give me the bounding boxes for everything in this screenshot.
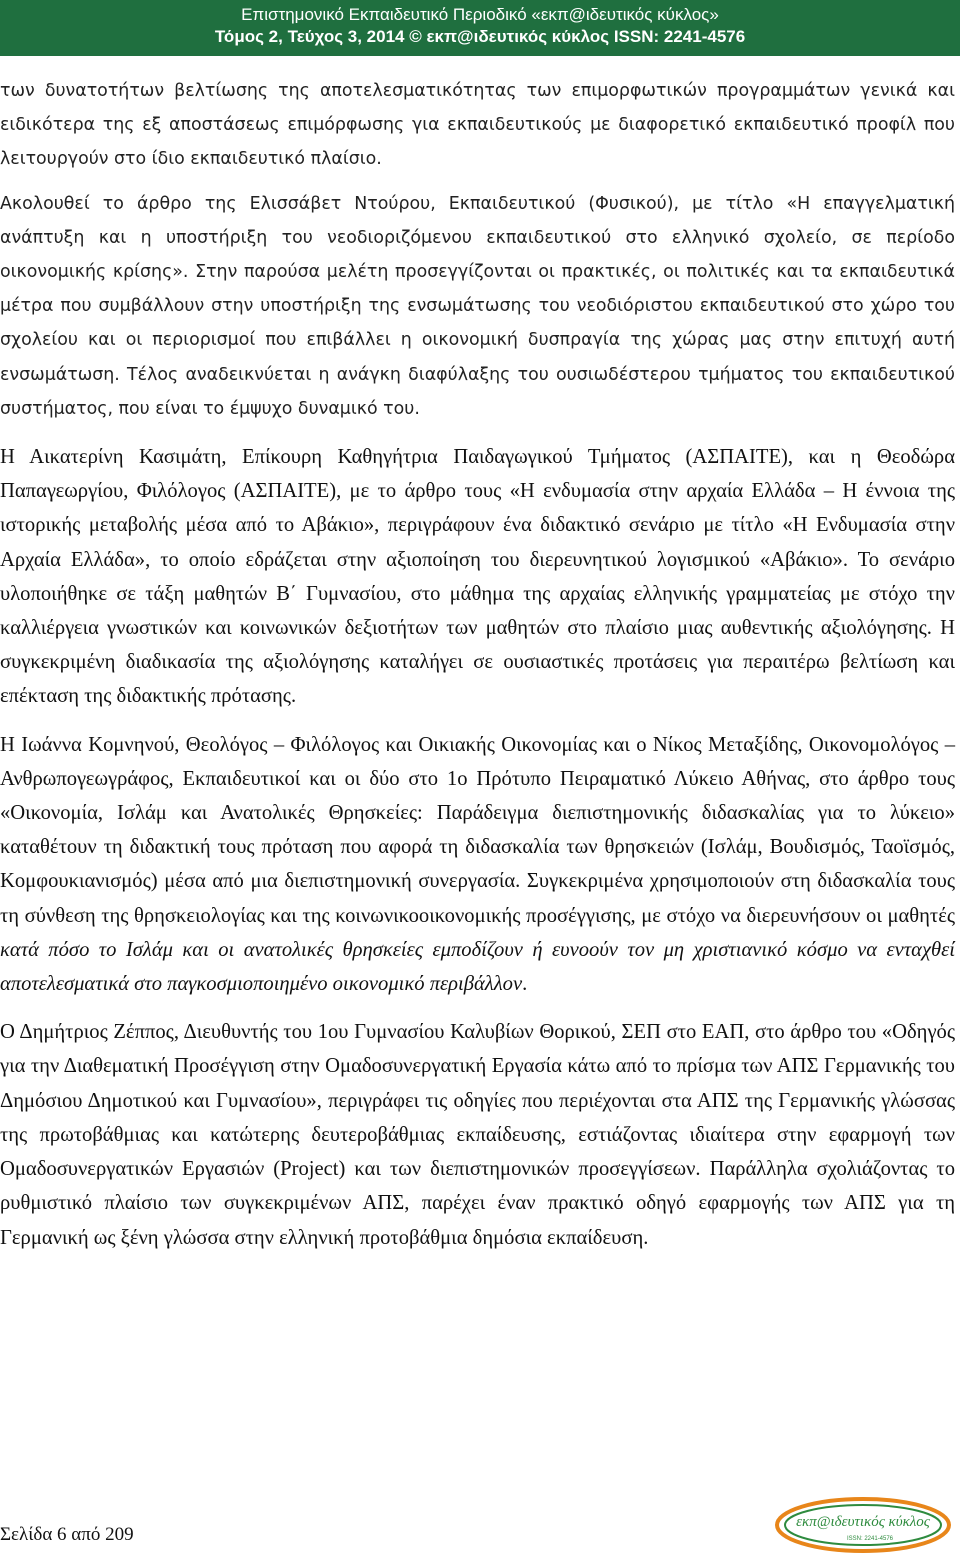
paragraph-komninou-italic: κατά πόσο το Ισλάμ και οι ανατολικές θρησκείες εμποδίζουν ή ευνοούν τον μη χριστιανικό κόσμο να ενταχθεί αποτελεσματικά στο παγκοσμιοποιημένο οικονομικό περιβάλλον xyxy=(0,938,955,996)
journal-title: Επιστημονικό Εκπαιδευτικό Περιοδικό «εκπ@ιδευτικός κύκλος» xyxy=(241,5,719,24)
journal-header xyxy=(0,0,960,56)
paragraph-komninou-text: Η Ιωάννα Κομνηνού, Θεολόγος – Φιλόλογος και Οικιακής Οικονομίας και ο Νίκος Μεταξίδης, Οικονομολόγος – Ανθρωπογεωγράφος, Εκπαιδευτικοί και οι δύο στο 1ο Πρότυπο Πειραματικό Λύκειο Αθήνας, στο άρθρο τους «Οικονομία, Ισλάμ και Ανατολικές Θρησκείες: Παράδειγμα διεπιστημονικής διδασκαλίας για το λύκειο» καταθέτουν τη διδακτική τους πρόταση που αφορά τη διδασκαλία των θρησκειών (Ισλάμ, Βουδισμός, Ταοϊσμός, Κομφουκιανισμός) μέσα από μια διεπιστημονική συνεργασία. Συγκεκριμένα χρησιμοποιούν στη διδασκαλία τους τη σύνθεση της θρησκειολογίας και της κοινωνικοοικονομικής προσέγγισης, με στόχο να διερευνήσουν οι μαθητές xyxy=(0,733,955,927)
paragraph-kasimati: Η Αικατερίνη Κασιμάτη, Επίκουρη Καθηγήτρια Παιδαγωγικού Τμήματος (ΑΣΠΑΙΤΕ), και η Θεοδώρα Παπαγεωργίου, Φιλόλογος (ΑΣΠΑΙΤΕ), με το άρθρο τους «Η ενδυμασία στην αρχαία Ελλάδα – Η έννοια της ιστορικής μεταβολής μέσα από το Αβάκιο», περιγράφουν ένα διδακτικό σενάριο με τίτλο «Η Ενδυμασία στην Αρχαία Ελλάδα», το οποίο εδράζεται στην αξιοποίηση του διερευνητικού λογισμικού «Αβάκιο». Το σενάριο υλοποιήθηκε σε τάξη μαθητών Β΄ Γυμνασίου, στο μάθημα της αρχαίας ελληνικής γραμματείας με στόχο την καλλιέργεια γνωστικών και κοινωνικών δεξιοτήτων των μαθητών στο πλαίσιο μιας αυθεντικής αξιολόγησης. Η συγκεκριμένη διαδικασία της αξιολόγησης καταλήγει σε ουσιαστικές προτάσεις για περαιτέρω βελτίωση και επέκταση της διδακτικής πρότασης. xyxy=(0,446,955,708)
logo-text: εκπ@ιδευτικός κύκλος xyxy=(796,1514,930,1530)
paragraph-komninou-end: . xyxy=(522,973,528,996)
journal-issue-info: Τόμος 2, Τεύχος 3, 2014 © εκπ@ιδευτικός κύκλος ISSN: 2241-4576 xyxy=(214,27,746,46)
journal-logo xyxy=(774,1496,952,1554)
page-number: Σελίδα 6 από 209 xyxy=(0,1524,134,1545)
article-body xyxy=(0,74,955,1265)
paragraph-ntourou: Ακολουθεί το άρθρο της Ελισσάβετ Ντούρου, Εκπαιδευτικού (Φυσικού), με τίτλο «Η επαγγελματική ανάπτυξη και η υποστήριξη του νεοδιοριζόμενου εκπαιδευτικού στο ελληνικό σχολείο, σε περίοδο οικονομικής κρίσης». Στην παρούσα μελέτη προσεγγίζονται οι πρακτικές, οι πολιτικές και τα εκπαιδευτικά μέτρα που συμβάλλουν στην υποστήριξη της ενσωμάτωσης του νεοδιόριστου εκπαιδευτικού στο χώρο του σχολείου και οι περιορισμοί που επιβάλλει η οικονομική δυσπραγία της χώρας μας στην επιτυχή αυτή ενσωμάτωση. Τέλος αναδεικνύεται η ανάγκη διαφύλαξης του ουσιωδέστερου τμήματος του εκπαιδευτικού συστήματος, που είναι το έμψυχο δυναμικό του. xyxy=(0,193,955,419)
paragraph-komninou xyxy=(0,728,955,1002)
paragraph-zeppos: Ο Δημήτριος Ζέππος, Διευθυντής του 1ου Γυμνασίου Καλυβίων Θορικού, ΣΕΠ στο ΕΑΠ, στο άρθρο του «Οδηγός για την Διαθεματική Προσέγγιση στην Ομαδοσυνεργατική Εργασία κάτω από το πρίσμα των ΑΠΣ Γερμανικής του Δημόσιου Δημοτικού και Γυμνασίου», περιγράφει τις οδηγίες που περιέχονται στα ΑΠΣ της Γερμανικής γλώσσας της πρωτοβάθμιας και κατώτερης δευτεροβάθμιας εκπαίδευσης, εστιάζοντας ιδιαίτερα στην εφαρμογή των Ομαδοσυνεργατικών Εργασιών (Project) και των διεπιστημονικών προσεγγίσεων. Παράλληλα σχολιάζοντας το ρυθμιστικό πλαίσιο των συγκεκριμένων ΑΠΣ, παρέχει έναν πρακτικό οδηγό εφαρμογής των ΑΠΣ για τη Γερμανική ως ξένη γλώσσα στην ελληνική προτοβάθμια δημόσια εκπαίδευση. xyxy=(0,1021,955,1249)
paragraph-continuation: των δυνατοτήτων βελτίωσης της αποτελεσματικότητας των επιμορφωτικών προγραμμάτων γενικά και ειδικότερα της εξ αποστάσεως επιμόρφωσης για εκπαιδευτικούς με διαφορετικό εκπαιδευτικό προφίλ που λειτουργούν στο ίδιο εκπαιδευτικό πλαίσιο. xyxy=(0,81,955,170)
logo-issn: ISSN: 2241-4576 xyxy=(846,1536,894,1542)
